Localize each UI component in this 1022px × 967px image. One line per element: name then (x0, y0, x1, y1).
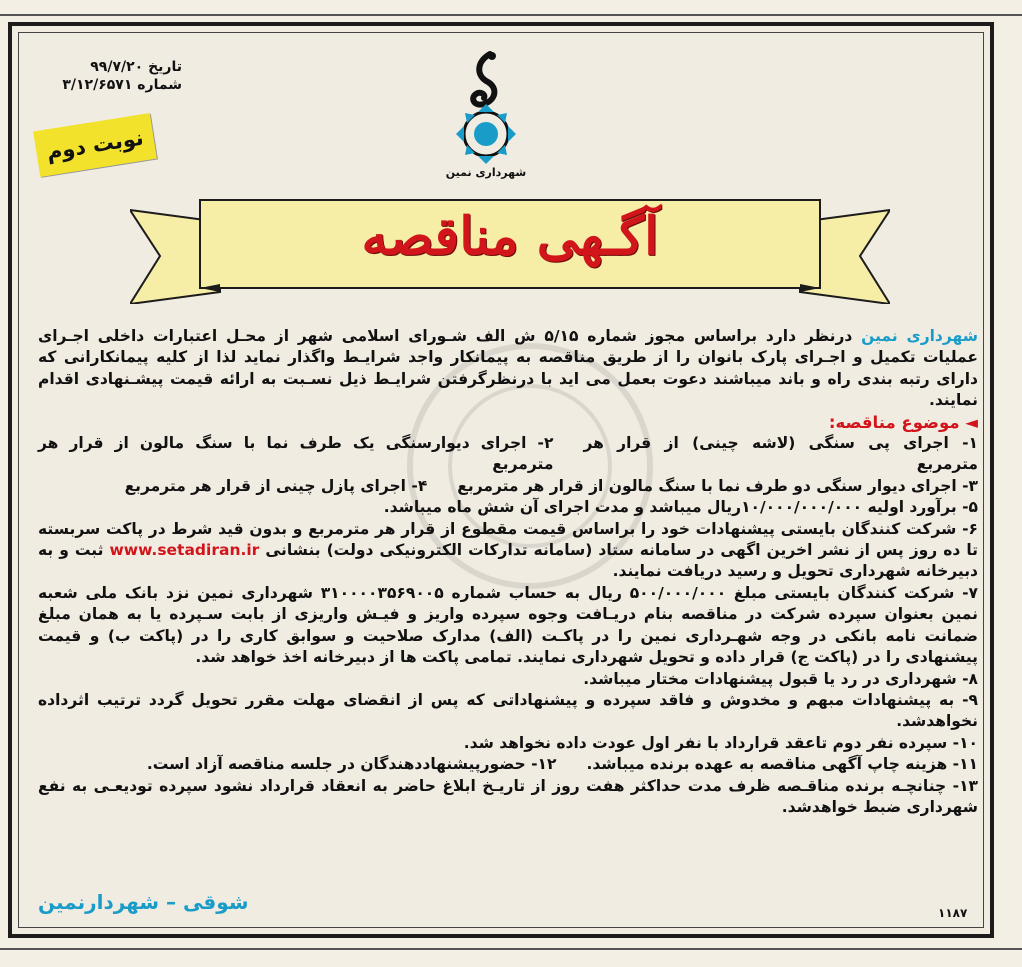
items-row-11-12 (38, 754, 978, 775)
item-1: ۱- اجرای پی سنگی (لاشه چینی) از قرار هر مترمربع (583, 434, 978, 474)
setadiran-link[interactable]: www.setadiran.ir (109, 541, 260, 560)
item-2: ۲- اجرای دیوارسنگی یک طرف نما با سنگ مالون از قرار هر مترمربع (38, 434, 554, 474)
intro-paragraph (38, 326, 978, 412)
number-line: شماره ۳/۱۲/۶۵۷۱ (62, 77, 182, 93)
item-6-text-a: ۶- شرکت کنندگان بایستی پیشنهادات خود را براساس قیمت مقطوع از قرار هر مترمربع و بدون قید شرط در پاکت سربسته تا ده روز پس از نشر اخرین اگهی در سامانه ستاد (سامانه تدارکات الکترونیکی دولت) بنشانی (38, 519, 978, 560)
round-badge: نوبت دوم (33, 113, 157, 177)
signature: شوقی – شهردارنمین (38, 890, 249, 914)
date-line: تاریخ ۹۹/۷/۲۰ (90, 59, 182, 75)
item-7: ۷- شرکت کنندگان بایستی مبلغ ۵۰۰/۰۰۰/۰۰۰ ریال به حساب شماره ۳۱۰۰۰۰۳۵۶۹۰۰۵ شهرداری نمین نزد بانک ملی شعبه نمین بعنوان سپرده شرکت در مناقصه بنام دریـافت وجوه سپرده واریز و فیـش واریزی از بابت سـپرده یا به همان مبلغ ضمانت نامه بانکی در وجه شهـرداری نمین را در پاکـت (الف) مدارک صلاحیت و سوابق کاری را در (پاکت ب) و قیمت پیشنهادی را در (پاکت ج) قرار داده و تحویل شهرداری نمایند. تمامی پاکت ها از دبیرخانه اخذ خواهد شد. (38, 583, 978, 667)
ad-code: ۱۱۸۷ (938, 906, 968, 920)
intro-text: درنظر دارد براساس مجوز شماره ۵/۱۵ ش الف شـورای اسلامی شهر از محـل اعتبارات داخلی اجـرای عملیات تکمیل و اجـرای پارک بانوان را از طریق مناقصه به پیمانکار واجد شرایـط واگذار نماید لذا از کلیه پیمانکارانی که دارای رتبه بندی راه و باند میباشند دعوت بعمل می اید با درنظرگرفتن شرایـط ذیل نسـبت به ارائه قیمت پیشـنهادی اقدام نمایند. (38, 327, 978, 410)
item-11: ۱۱- هزینه چاپ آگهی مناقصه به عهده برنده میباشد. (586, 755, 978, 774)
municipality-logo (436, 48, 536, 188)
notice-body (38, 326, 978, 818)
item-6 (38, 519, 978, 583)
top-strip (0, 0, 1022, 16)
item-8: ۸- شهرداری در رد یا قبول پیشنهادات مختار میباشد. (583, 669, 978, 688)
logo-caption: شهرداری نمین (445, 166, 527, 179)
item-9: ۹- به پیشنهادات مبهم و مخدوش و فاقد سپرده و پیشنهاداتی که پس از انقضای مهلت مقرر تحویل گردد ترتیب اثرداده نخواهدشد. (38, 690, 978, 731)
logo-emblem-icon (436, 48, 536, 168)
item-10: ۱۰- سپرده نفر دوم تاعقد قرارداد با نفر اول عودت داده نخواهد شد. (463, 733, 978, 752)
title-ribbon (130, 192, 890, 304)
item-5: ۵- برآورد اولیه ۱۰/۰۰۰/۰۰۰/۰۰۰ریال میباشد و مدت اجرای آن شش ماه میباشد. (383, 498, 978, 517)
bottom-strip (0, 948, 1022, 967)
page-title: آگـهی مناقصه (361, 206, 659, 267)
item-6-text-b: ثبت و به دبیرخانه شهرداری تحویل و رسید دریافت نمایند. (38, 541, 978, 581)
intro-brand: شهرداری نمین (861, 327, 979, 345)
items-row-1 (38, 433, 978, 476)
item-13: ۱۳- چنانچـه برنده مناقـصه ظرف مدت حداکثر هفت روز از تاریـخ ابلاغ حاضر به انعقاد قرارداد نشود سپرده تودیعـی به نفع شهرداری ضبط خواهدشد. (38, 776, 978, 816)
date-number-block (42, 58, 182, 94)
item-4: ۴- اجرای پازل چینی از قرار هر مترمربع (124, 476, 428, 495)
items-row-2 (38, 476, 978, 497)
item-3: ۳- اجرای دیوار سنگی دو طرف نما با سنگ مالون از قرار هر مترمربع (457, 476, 978, 495)
subject-heading: ◄ موضوع مناقصه: (828, 412, 978, 432)
item-12: ۱۲- حضورپیشنهاددهندگان در جلسه مناقصه آزاد است. (146, 755, 557, 774)
